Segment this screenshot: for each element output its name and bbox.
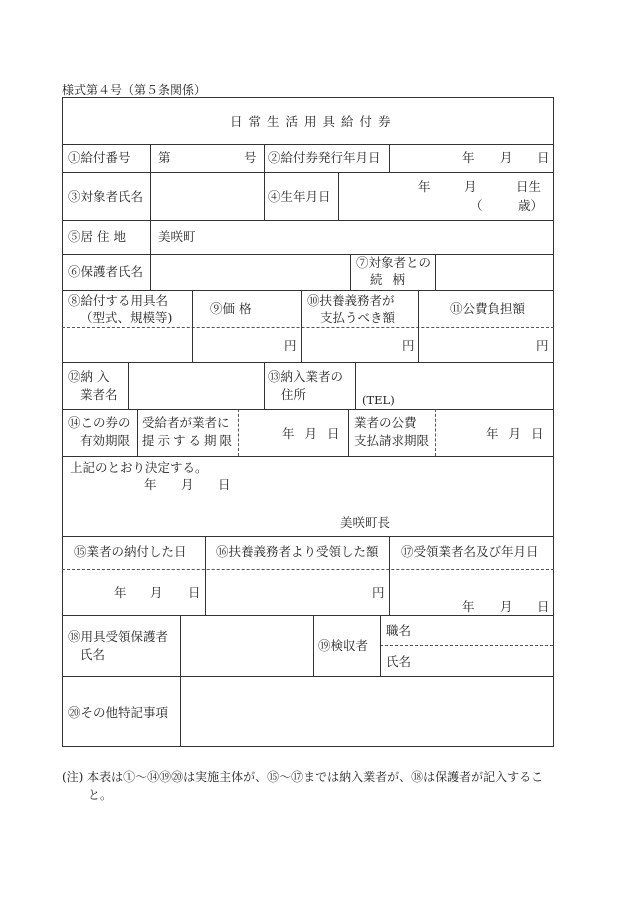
issue-day: 日 <box>537 150 550 165</box>
issue-date-label: ②給付券発行年月日 <box>268 150 381 165</box>
price-label: ⑨価 格 <box>210 301 252 316</box>
receipt-guardian-label-1: ⑱用具受領保護者 <box>68 629 169 644</box>
age-close: 歳） <box>518 198 544 213</box>
inspector-position: 職名 <box>386 623 412 638</box>
benefit-number-prefix: 第 <box>158 150 171 165</box>
inspector-label: ⑲検収者 <box>318 638 369 653</box>
form-title: 日常生活用具給付券 <box>230 114 397 129</box>
validity-label-1: ⑭この券の <box>68 415 131 430</box>
decision-text: 上記のとおり決定する。 <box>70 460 208 475</box>
recipient-deadline-label-2: 提示する期限 <box>142 433 236 448</box>
decision-year: 年 <box>144 477 157 492</box>
birth-day: 日生 <box>516 179 542 194</box>
inspector-name: 氏名 <box>386 654 412 669</box>
vendor-year: 年 <box>462 599 475 614</box>
delivered-date-label: ⑮業者の納付した日 <box>74 544 187 559</box>
age-open: （ <box>470 198 483 213</box>
vendor-label-1: ⑫納 入 <box>68 369 110 384</box>
received-amount-label: ⑯扶養義務者より受領した額 <box>216 544 379 559</box>
benefit-number-label: ①給付番号 <box>68 150 131 165</box>
delivered-year: 年 <box>114 585 127 600</box>
vendor-name-date-label: ⑰受領業者名及び年月日 <box>401 544 539 559</box>
other-notes-label: ⑳その他特記事項 <box>68 705 169 720</box>
guardian-name-label: ⑥保護者氏名 <box>68 264 144 279</box>
address-label: ⑤居 住 地 <box>68 229 126 244</box>
footnote-line-1: (注) 本表は①～⑭⑲⑳は実施主体が、⑮～⑰までは納入業者が、⑱は保護者が記入するこ <box>62 770 544 784</box>
support-label-2: 支払うべき額 <box>320 310 396 325</box>
validity-label-2: 有効期限 <box>80 433 131 448</box>
vendor-tel: (TEL) <box>362 393 395 407</box>
vendor-month: 月 <box>500 599 513 614</box>
support-label-1: ⑩扶養義務者が <box>307 293 395 308</box>
vendor-label-2: 業者名 <box>80 387 118 402</box>
relation-label-1: ⑦対象者との <box>356 255 432 270</box>
address-value: 美咲町 <box>158 229 196 244</box>
delivered-month: 月 <box>150 585 163 600</box>
claim-deadline-date: 年 月 日 <box>486 426 547 441</box>
decision-month: 月 <box>181 477 194 492</box>
recipient-deadline-date: 年 月 日 <box>282 426 343 441</box>
support-yen: 円 <box>402 338 415 353</box>
equipment-label-1: ⑧給付する用具名 <box>68 293 169 308</box>
issue-month: 月 <box>500 150 513 165</box>
mayor-signature: 美咲町長 <box>340 515 391 530</box>
relation-label-2: 続 柄 <box>370 272 408 287</box>
decision-day: 日 <box>218 477 231 492</box>
public-cost-label: ⑪公費負担額 <box>450 301 526 316</box>
equipment-label-2: （型式、規模等) <box>80 310 173 325</box>
recipient-deadline-label-1: 受給者が業者に <box>142 415 230 430</box>
birth-month: 月 <box>464 179 477 194</box>
claim-deadline-label-1: 業者の公費 <box>354 415 417 430</box>
issue-year: 年 <box>462 150 475 165</box>
delivered-day: 日 <box>188 585 201 600</box>
vendor-day: 日 <box>537 599 550 614</box>
birth-year: 年 <box>418 179 431 194</box>
birthdate-label: ④生年月日 <box>268 189 331 204</box>
footnote-line-2: と。 <box>88 788 113 802</box>
vendor-address-label-1: ⑬納入業者の <box>268 369 344 384</box>
public-yen: 円 <box>536 338 549 353</box>
received-yen: 円 <box>372 585 385 600</box>
vendor-address-label-2: 住所 <box>281 387 307 402</box>
form-number: 様式第４号（第５条関係） <box>62 83 207 97</box>
receipt-guardian-label-2: 氏名 <box>80 647 106 662</box>
claim-deadline-label-2: 支払請求期限 <box>354 433 430 448</box>
subject-name-label: ③対象者氏名 <box>68 189 144 204</box>
benefit-number-suffix: 号 <box>244 150 257 165</box>
price-yen: 円 <box>284 338 297 353</box>
